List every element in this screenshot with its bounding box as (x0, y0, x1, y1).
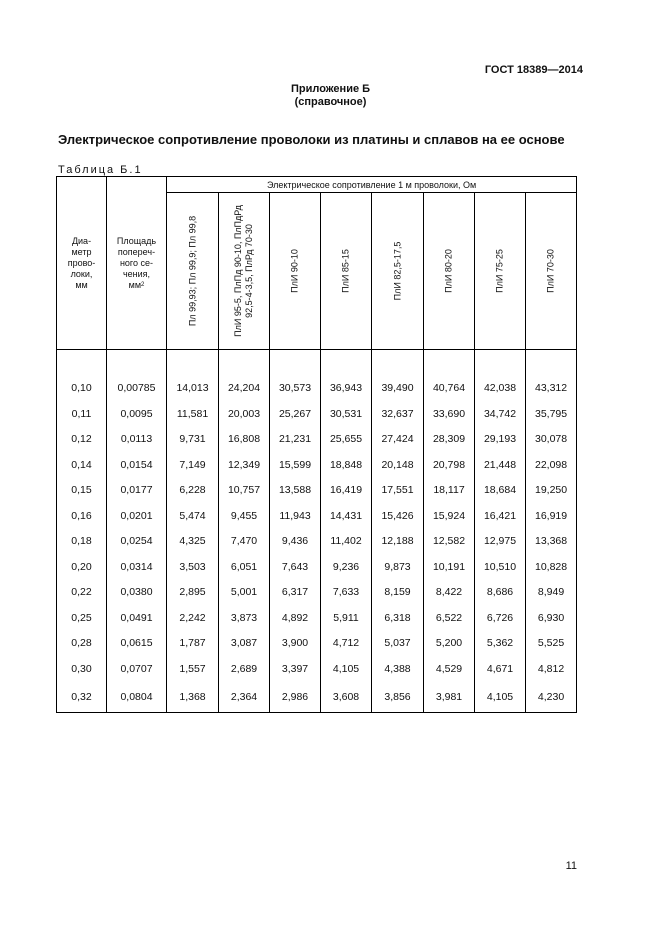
table-cell: 16,808 (219, 427, 270, 453)
table-cell: 5,474 (167, 503, 219, 529)
table-cell: 39,490 (372, 376, 424, 402)
table-cell: 20,148 (372, 452, 424, 478)
table-cell: 4,388 (372, 656, 424, 682)
alloy-header-text: ПлИ 85-15 (340, 249, 351, 293)
standard-number: ГОСТ 18389—2014 (484, 64, 583, 76)
table-cell: 0,32 (57, 682, 107, 713)
table-cell: 2,364 (219, 682, 270, 713)
table-cell: 0,12 (57, 427, 107, 453)
table-cell: 27,424 (372, 427, 424, 453)
table-cell: 0,0491 (107, 605, 167, 631)
table-cell: 11,581 (167, 401, 219, 427)
table-cell: 0,14 (57, 452, 107, 478)
section-title: Электрическое сопротивление проволоки из платины и сплавов на ее основе (58, 132, 565, 147)
table-row (57, 682, 577, 713)
table-cell: 12,349 (219, 452, 270, 478)
table-cell: 8,949 (526, 580, 577, 606)
area-header (107, 177, 167, 350)
table-cell: 0,0095 (107, 401, 167, 427)
table-cell: 4,671 (475, 656, 526, 682)
table-cell: 16,919 (526, 503, 577, 529)
area-header-text: Площадь попереч- ного се- чения, мм (116, 235, 157, 290)
table-caption: Таблица Б.1 (58, 164, 143, 176)
table-cell: 35,795 (526, 401, 577, 427)
table-cell: 13,368 (526, 529, 577, 555)
table-cell: 15,924 (424, 503, 475, 529)
table-cell: 12,975 (475, 529, 526, 555)
table-cell: 0,00785 (107, 376, 167, 402)
table-cell: 0,0113 (107, 427, 167, 453)
page-number: 11 (565, 860, 577, 872)
table-cell: 25,267 (270, 401, 321, 427)
table-cell: 18,684 (475, 478, 526, 504)
alloy-header (372, 193, 424, 350)
table-cell: 11,943 (270, 503, 321, 529)
table-cell: 4,105 (475, 682, 526, 713)
table-cell: 24,204 (219, 376, 270, 402)
alloy-header-text: Пл 99,93; Пл 99,9; Пл 99,8 (187, 215, 197, 327)
table-cell: 0,0380 (107, 580, 167, 606)
alloy-header-text: ПлИ 95-5, ПлПд 90-10, ПлПдРд 92,5-4-3,5, ПлРд 70-30 (233, 205, 254, 337)
table-cell: 9,455 (219, 503, 270, 529)
table-cell: 0,28 (57, 631, 107, 657)
table-cell: 6,317 (270, 580, 321, 606)
table-cell: 3,873 (219, 605, 270, 631)
table-cell: 4,325 (167, 529, 219, 555)
table-cell: 43,312 (526, 376, 577, 402)
table-cell: 5,525 (526, 631, 577, 657)
table-row (57, 401, 577, 427)
table-row (57, 376, 577, 402)
table-cell: 0,10 (57, 376, 107, 402)
table-cell: 18,117 (424, 478, 475, 504)
table-body (57, 350, 577, 713)
table-row (57, 554, 577, 580)
table-cell: 10,191 (424, 554, 475, 580)
table-cell: 4,712 (321, 631, 372, 657)
table-cell: 29,193 (475, 427, 526, 453)
table-cell: 10,510 (475, 554, 526, 580)
table-cell: 16,421 (475, 503, 526, 529)
alloy-header-text: ПлИ 70-30 (545, 249, 556, 293)
table-cell: 30,531 (321, 401, 372, 427)
table-row (57, 503, 577, 529)
alloy-header (475, 193, 526, 350)
table-cell: 30,078 (526, 427, 577, 453)
table-cell: 0,0254 (107, 529, 167, 555)
table-cell: 5,037 (372, 631, 424, 657)
table-cell: 8,686 (475, 580, 526, 606)
table-cell: 21,231 (270, 427, 321, 453)
table-cell: 3,856 (372, 682, 424, 713)
table-cell: 17,551 (372, 478, 424, 504)
table-cell: 6,522 (424, 605, 475, 631)
table-cell: 32,637 (372, 401, 424, 427)
table-cell: 0,15 (57, 478, 107, 504)
table-cell: 14,013 (167, 376, 219, 402)
table-cell: 2,689 (219, 656, 270, 682)
table-cell: 30,573 (270, 376, 321, 402)
table-cell: 4,105 (321, 656, 372, 682)
table-cell: 0,25 (57, 605, 107, 631)
alloy-header-text: ПлИ 80-20 (443, 249, 454, 293)
table-cell: 0,0804 (107, 682, 167, 713)
table-cell: 0,22 (57, 580, 107, 606)
table-cell: 0,0615 (107, 631, 167, 657)
table-cell: 0,0314 (107, 554, 167, 580)
table-cell: 11,402 (321, 529, 372, 555)
table-cell: 6,228 (167, 478, 219, 504)
table-cell: 40,764 (424, 376, 475, 402)
table-cell: 5,200 (424, 631, 475, 657)
alloy-header (526, 193, 577, 350)
table-cell: 4,230 (526, 682, 577, 713)
alloy-header (321, 193, 372, 350)
table-cell: 9,731 (167, 427, 219, 453)
table-row (57, 580, 577, 606)
table-cell: 42,038 (475, 376, 526, 402)
table-row (57, 529, 577, 555)
table-cell: 0,0177 (107, 478, 167, 504)
table-cell: 4,892 (270, 605, 321, 631)
table-row (57, 631, 577, 657)
table-cell: 3,087 (219, 631, 270, 657)
table-cell: 20,798 (424, 452, 475, 478)
table-cell: 13,588 (270, 478, 321, 504)
alloy-header (270, 193, 321, 350)
table-cell: 19,250 (526, 478, 577, 504)
area-unit-superscript: 2 (141, 281, 145, 288)
table-cell: 6,051 (219, 554, 270, 580)
alloy-header-text: ПлИ 90-10 (289, 249, 300, 293)
alloy-header-text: ПлИ 82,5-17,5 (392, 241, 402, 301)
table-cell: 14,431 (321, 503, 372, 529)
table-cell: 3,503 (167, 554, 219, 580)
diameter-header-text: Диа- метр прово- локи, мм (67, 235, 96, 290)
appendix-subtitle: (справочное) (294, 96, 367, 108)
table-cell: 6,726 (475, 605, 526, 631)
table-cell: 2,242 (167, 605, 219, 631)
table-cell: 34,742 (475, 401, 526, 427)
table-row (57, 656, 577, 682)
diameter-header (57, 177, 107, 350)
alloy-header (424, 193, 475, 350)
table-cell: 10,828 (526, 554, 577, 580)
table-cell: 3,900 (270, 631, 321, 657)
alloy-header (219, 193, 270, 350)
table-cell: 15,426 (372, 503, 424, 529)
table-cell: 25,655 (321, 427, 372, 453)
table-cell: 36,943 (321, 376, 372, 402)
appendix-heading (0, 83, 661, 109)
table-cell: 9,873 (372, 554, 424, 580)
appendix-title: Приложение Б (290, 83, 371, 95)
table-cell: 2,895 (167, 580, 219, 606)
table-cell: 28,309 (424, 427, 475, 453)
table-cell: 0,0201 (107, 503, 167, 529)
table-cell: 15,599 (270, 452, 321, 478)
table-cell: 4,812 (526, 656, 577, 682)
table-cell: 0,18 (57, 529, 107, 555)
table-cell: 22,098 (526, 452, 577, 478)
table-cell: 2,986 (270, 682, 321, 713)
table-cell: 0,16 (57, 503, 107, 529)
table-cell: 0,20 (57, 554, 107, 580)
table-cell: 20,003 (219, 401, 270, 427)
table-cell: 1,787 (167, 631, 219, 657)
table-cell: 3,397 (270, 656, 321, 682)
table-cell: 0,0707 (107, 656, 167, 682)
table-cell: 5,362 (475, 631, 526, 657)
table-cell: 8,159 (372, 580, 424, 606)
table-cell: 7,633 (321, 580, 372, 606)
table-cell: 0,30 (57, 656, 107, 682)
table-row (57, 452, 577, 478)
table-row (57, 427, 577, 453)
alloy-header-text: ПлИ 75-25 (494, 249, 505, 293)
resistance-span-header: Электрическое сопротивление 1 м проволоки, Ом (167, 177, 577, 193)
table-cell: 12,582 (424, 529, 475, 555)
table-cell: 16,419 (321, 478, 372, 504)
table-cell: 1,557 (167, 656, 219, 682)
table-cell: 7,643 (270, 554, 321, 580)
table-cell: 7,149 (167, 452, 219, 478)
table-cell: 6,930 (526, 605, 577, 631)
table-cell: 9,236 (321, 554, 372, 580)
table-row (57, 605, 577, 631)
table-cell: 1,368 (167, 682, 219, 713)
table-cell: 18,848 (321, 452, 372, 478)
resistance-table (56, 176, 577, 713)
table-cell: 5,911 (321, 605, 372, 631)
table-cell: 12,188 (372, 529, 424, 555)
table-cell: 10,757 (219, 478, 270, 504)
table-cell: 0,0154 (107, 452, 167, 478)
table-cell: 7,470 (219, 529, 270, 555)
table-cell: 9,436 (270, 529, 321, 555)
alloy-header (167, 193, 219, 350)
table-cell: 6,318 (372, 605, 424, 631)
table-cell: 4,529 (424, 656, 475, 682)
table-cell: 0,11 (57, 401, 107, 427)
table-cell: 8,422 (424, 580, 475, 606)
table-cell: 33,690 (424, 401, 475, 427)
table-cell: 21,448 (475, 452, 526, 478)
table-cell: 5,001 (219, 580, 270, 606)
table-row (57, 478, 577, 504)
table-cell: 3,608 (321, 682, 372, 713)
table-cell: 3,981 (424, 682, 475, 713)
